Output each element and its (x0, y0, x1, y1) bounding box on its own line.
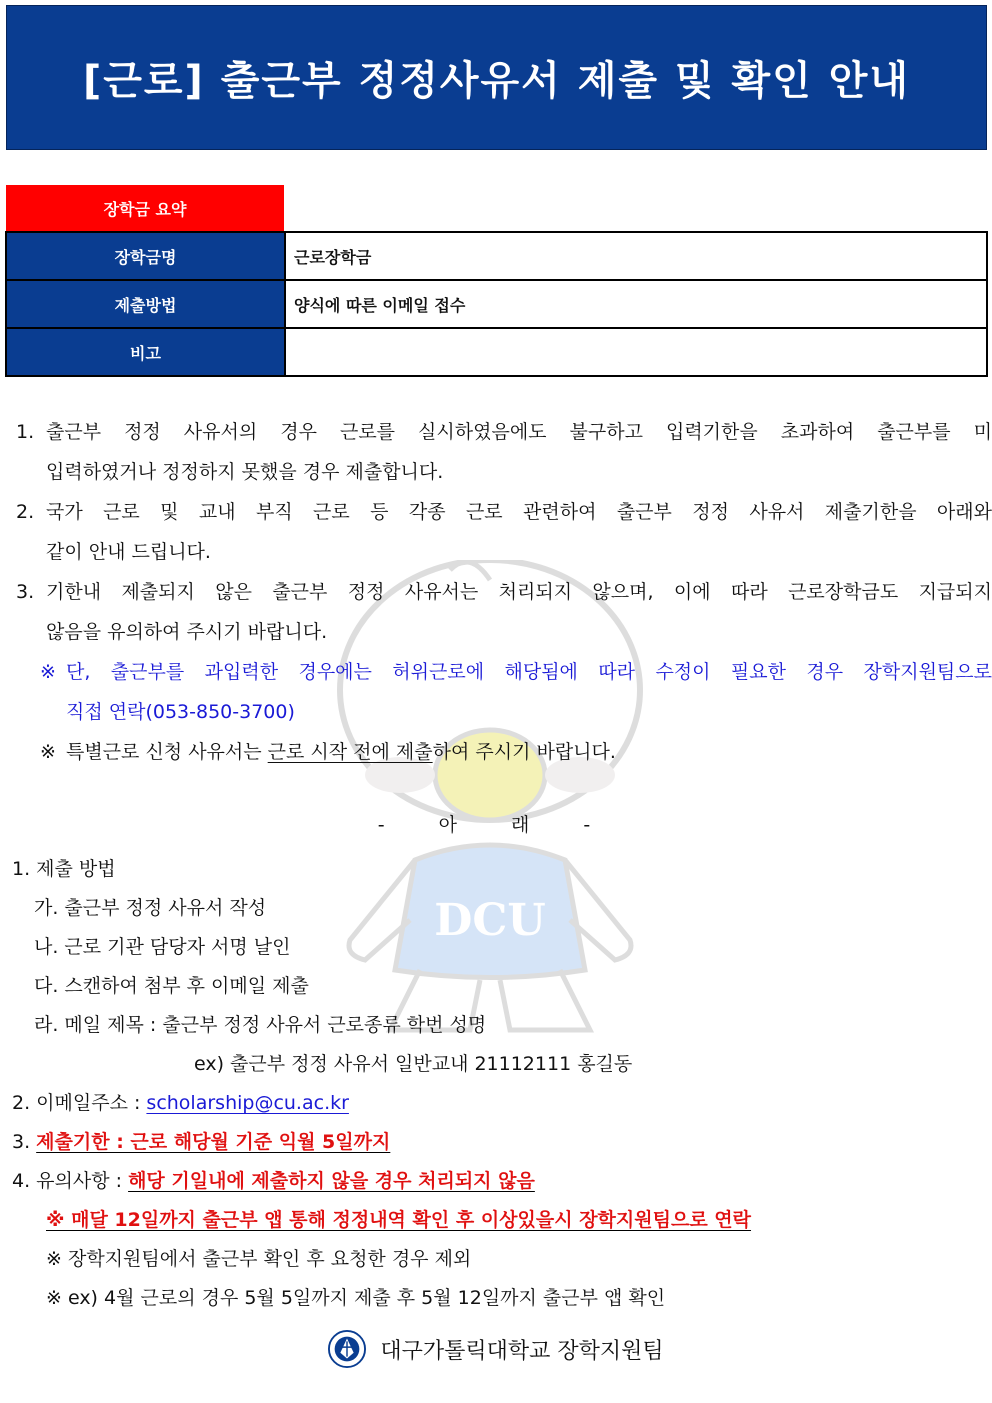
row-label: 제출방법 (6, 280, 285, 328)
note-mark: ※ (40, 661, 56, 683)
caution-note-red (12, 1201, 982, 1240)
list-item: 가. 출근부 정정 사유서 작성 (34, 897, 267, 919)
submission-method-title: 1. 제출 방법 (12, 858, 116, 880)
intro-list (16, 412, 992, 772)
note-text: 특별근로 신청 사유서는 (66, 741, 268, 763)
item-number: 1. (16, 421, 35, 443)
caution-text: 해당 기일내에 제출하지 않을 경우 처리되지 않음 (128, 1170, 535, 1192)
summary-header: 장학금 요약 (6, 185, 284, 231)
note-line: 직접 연락(053-850-3700) (66, 701, 295, 723)
item-line: 출근부 정정 사유서의 경우 근로를 실시하였음에도 불구하고 입력기한을 초과하여 출근부를 미 (46, 421, 992, 443)
email-row (12, 1084, 982, 1123)
title-banner (6, 5, 987, 150)
table-row (6, 232, 987, 280)
note-line: 단, 출근부를 과입력한 경우에는 허위근로에 해당됨에 따라 수정이 필요한 경우 장학지원팀으로 (66, 661, 992, 683)
note-text: ※ 매달 12일까지 출근부 앱 통해 정정내역 확인 후 이상있을시 장학지원팀으로 연락 (46, 1209, 752, 1231)
details-section (12, 850, 982, 1318)
caution-note: ※ 장학지원팀에서 출근부 확인 후 요청한 경우 제외 (46, 1248, 472, 1270)
table-row (6, 280, 987, 328)
list-item: 나. 근로 기관 담당자 서명 날인 (34, 936, 291, 958)
deadline-num: 3. (12, 1131, 37, 1153)
email-link[interactable]: scholarship@cu.ac.kr (146, 1092, 349, 1114)
list-item: 라. 메일 제목 : 출근부 정정 사유서 근로종류 학번 성명 (34, 1014, 487, 1036)
footer-text: 대구가톨릭대학교 장학지원팀 (380, 1338, 664, 1364)
deadline-text: 제출기한 : 근로 해당월 기준 익월 5일까지 (36, 1131, 391, 1153)
list-item (16, 572, 992, 652)
list-item (16, 412, 992, 492)
list-item (16, 492, 992, 572)
item-line: 않음을 유의하여 주시기 바랍니다. (46, 621, 328, 643)
row-value: 근로장학금 (285, 232, 987, 280)
summary-table (5, 231, 988, 377)
watermark-text: DCU (434, 895, 546, 946)
row-value: 양식에 따른 이메일 접수 (285, 280, 987, 328)
item-line: 같이 안내 드립니다. (46, 541, 211, 563)
footer (0, 1330, 992, 1368)
university-logo-icon (328, 1330, 366, 1368)
item-number: 2. (16, 501, 35, 523)
section-divider-title: - 아 래 - (377, 814, 615, 836)
deadline-row (12, 1123, 982, 1162)
item-line: 기한내 제출되지 않은 출근부 정정 사유서는 처리되지 않으며, 이에 따라 근로장학금도 지급되지 (46, 581, 992, 603)
list-item: 다. 스캔하여 첨부 후 이메일 제출 (34, 975, 309, 997)
caution-label: 4. 유의사항 : (12, 1170, 129, 1192)
page-title: [근로] 출근부 정정사유서 제출 및 확인 안내 (83, 58, 910, 104)
item-line: 국가 근로 및 교내 부직 근로 등 각종 근로 관련하여 출근부 정정 사유서 제출기한을 아래와 (46, 501, 992, 523)
caution-note: ※ ex) 4월 근로의 경우 5월 5일까지 제출 후 5월 12일까지 출근부 앱 확인 (46, 1287, 666, 1309)
mail-subject-example: ex) 출근부 정정 사유서 일반교내 21112111 홍길동 (194, 1053, 633, 1075)
contact-note (16, 652, 992, 732)
note-text: 하여 주시기 바랍니다. (432, 741, 616, 763)
note-mark: ※ (40, 741, 56, 763)
row-value (285, 328, 987, 376)
table-row (6, 328, 987, 376)
note-underlined: 근로 시작 전에 제출 (267, 741, 433, 763)
row-label: 비고 (6, 328, 285, 376)
special-work-note (16, 732, 992, 772)
caution-row (12, 1162, 982, 1201)
item-number: 3. (16, 581, 35, 603)
email-label: 2. 이메일주소 : (12, 1092, 147, 1114)
row-label: 장학금명 (6, 232, 285, 280)
item-line: 입력하였거나 정정하지 못했을 경우 제출합니다. (46, 461, 444, 483)
